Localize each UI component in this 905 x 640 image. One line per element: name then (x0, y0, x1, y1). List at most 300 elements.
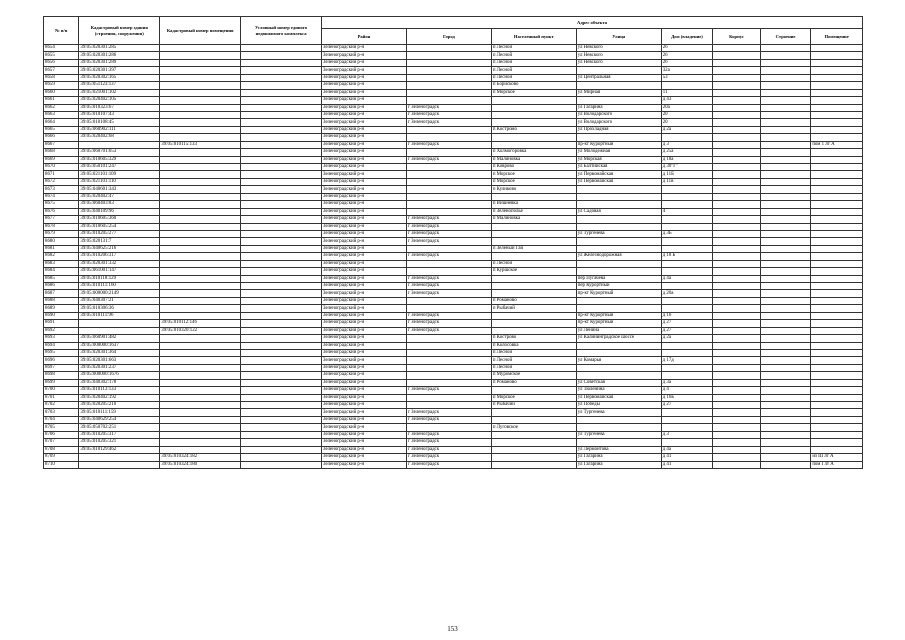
cell-city: г Зеленоградск (406, 439, 491, 446)
table-row (44, 216, 863, 223)
cell-settlement (491, 387, 576, 394)
cell-room (811, 126, 863, 133)
cell-room (811, 89, 863, 96)
cell-cad-building: 39:05:010205:321 (79, 439, 160, 446)
cell-cad-building: 39:05:060902:111 (79, 126, 160, 133)
cell-city (406, 201, 491, 208)
cell-house: д 16Б (661, 394, 713, 401)
cell-stroenie (760, 230, 811, 237)
cell-stroenie (760, 216, 811, 223)
cell-room (811, 104, 863, 111)
cell-num: 8699 (44, 379, 79, 386)
cell-street (576, 223, 661, 230)
cell-cad-room (160, 193, 241, 200)
cell-room: из III лт А (811, 454, 863, 461)
cell-cad-building: 39:05:000000:2149 (79, 290, 160, 297)
cell-street: ул Лермонтова (576, 446, 661, 453)
cell-settlement: п Рыбачий (491, 305, 576, 312)
cell-korpus (713, 104, 761, 111)
cell-district: Зеленоградский р-н (322, 297, 407, 304)
cell-stroenie (760, 97, 811, 104)
cell-stroenie (760, 379, 811, 386)
cell-street: ул Железнодорожная (576, 253, 661, 260)
cell-district: Зеленоградский р-н (322, 461, 407, 468)
cell-korpus (713, 431, 761, 438)
cell-num: 8674 (44, 193, 79, 200)
cell-num: 8686 (44, 283, 79, 290)
cell-korpus (713, 238, 761, 245)
cell-street: ул Володарского (576, 111, 661, 118)
cell-cad-building: 39:05:010111:159 (79, 409, 160, 416)
cell-city: г Зеленоградск (406, 223, 491, 230)
cell-stroenie (760, 349, 811, 356)
cell-stroenie (760, 424, 811, 431)
cell-stroenie (760, 283, 811, 290)
cell-korpus (713, 74, 761, 81)
cell-num: 8683 (44, 260, 79, 267)
cell-cond-num (241, 45, 322, 52)
cell-cad-room (160, 67, 241, 74)
cell-num: 8691 (44, 320, 79, 327)
cell-num: 8657 (44, 67, 79, 74)
table-row (44, 335, 863, 342)
cell-settlement: п Лесной (491, 74, 576, 81)
cell-room (811, 327, 863, 334)
cell-street (576, 238, 661, 245)
cell-num: 8702 (44, 402, 79, 409)
cell-district: Зеленоградский р-н (322, 89, 407, 96)
cell-cad-building (79, 320, 160, 327)
cell-house: д 11Б (661, 171, 713, 178)
table-row (44, 446, 863, 453)
cell-room (811, 223, 863, 230)
cell-cad-building: 39:05:010111:96 (79, 312, 160, 319)
cell-cad-room (160, 149, 241, 156)
cell-num: 8677 (44, 216, 79, 223)
cell-street (576, 297, 661, 304)
cell-cad-room (160, 379, 241, 386)
cell-room (811, 268, 863, 275)
cell-cond-num (241, 416, 322, 423)
cell-cond-num (241, 164, 322, 171)
cell-room (811, 357, 863, 364)
cell-korpus (713, 201, 761, 208)
cell-stroenie (760, 59, 811, 66)
cell-settlement: п Муромское (491, 372, 576, 379)
cell-house (661, 260, 713, 267)
cell-cond-num (241, 268, 322, 275)
cell-cad-room: 39:05:010324:180 (160, 461, 241, 468)
cell-room (811, 275, 863, 282)
cell-district: Зеленоградский р-н (322, 164, 407, 171)
cell-room (811, 342, 863, 349)
cell-district: Зеленоградский р-н (322, 119, 407, 126)
cell-street: ул Володарского (576, 119, 661, 126)
cell-cad-room (160, 305, 241, 312)
cell-house (661, 268, 713, 275)
cell-cad-building: 39:05:020402:105 (79, 97, 160, 104)
table-row (44, 424, 863, 431)
cell-room (811, 439, 863, 446)
cell-stroenie (760, 372, 811, 379)
cell-korpus (713, 171, 761, 178)
cell-cond-num (241, 305, 322, 312)
cell-city: г Зеленоградск (406, 216, 491, 223)
cell-cad-room (160, 349, 241, 356)
cell-cond-num (241, 119, 322, 126)
cell-street: ул Советская (576, 379, 661, 386)
cell-stroenie (760, 387, 811, 394)
cell-cad-room (160, 230, 241, 237)
cell-cond-num (241, 171, 322, 178)
cell-korpus (713, 297, 761, 304)
cell-korpus (713, 454, 761, 461)
cell-settlement: п Колосовка (491, 342, 576, 349)
cell-district: Зеленоградский р-н (322, 149, 407, 156)
cell-settlement: п Вишнёвка (491, 201, 576, 208)
cell-settlement (491, 193, 576, 200)
cell-street: ул Балтийская (576, 164, 661, 171)
cell-stroenie (760, 126, 811, 133)
cell-num: 8659 (44, 82, 79, 89)
cell-num: 8687 (44, 290, 79, 297)
col-cond-num-header: Условный номер единого недвижимого комплекса (241, 17, 322, 45)
cell-korpus (713, 364, 761, 371)
cell-cad-building: 39:05:020301:364 (79, 349, 160, 356)
cell-cad-room (160, 335, 241, 342)
cell-street: ул Невского (576, 59, 661, 66)
cell-korpus (713, 446, 761, 453)
col-room-header: Помещение (811, 29, 863, 45)
cell-cad-room (160, 372, 241, 379)
cell-house: 4 (661, 208, 713, 215)
table-row (44, 67, 863, 74)
cell-korpus (713, 141, 761, 148)
cell-num: 8684 (44, 268, 79, 275)
table-row (44, 297, 863, 304)
cell-city (406, 97, 491, 104)
cell-num: 8695 (44, 349, 79, 356)
cell-cad-building: 39:05:010113:133 (79, 387, 160, 394)
cell-cad-room (160, 223, 241, 230)
cell-stroenie (760, 461, 811, 468)
cell-house: д 41 (661, 461, 713, 468)
cell-stroenie (760, 238, 811, 245)
cell-street (576, 424, 661, 431)
cell-korpus (713, 245, 761, 252)
cell-num: 8692 (44, 327, 79, 334)
cell-street: ул Первомайская (576, 171, 661, 178)
table-row (44, 134, 863, 141)
cell-stroenie (760, 178, 811, 185)
cell-house (661, 439, 713, 446)
cell-house: д 27 (661, 402, 713, 409)
table-row (44, 372, 863, 379)
cell-house (661, 223, 713, 230)
table-row (44, 171, 863, 178)
cell-stroenie (760, 134, 811, 141)
cell-cad-building: 39:05:000000:1637 (79, 342, 160, 349)
cell-cad-building: 39:05:060901:482 (79, 335, 160, 342)
table-row (44, 193, 863, 200)
cell-room (811, 320, 863, 327)
cell-stroenie (760, 253, 811, 260)
cell-cond-num (241, 409, 322, 416)
cell-cad-room: 39:05:010115:133 (160, 141, 241, 148)
table-row (44, 402, 863, 409)
cell-settlement: п Борисково (491, 82, 576, 89)
cell-cond-num (241, 141, 322, 148)
cell-korpus (713, 312, 761, 319)
cell-street (576, 82, 661, 89)
cell-district: Зеленоградский р-н (322, 111, 407, 118)
cell-district: Зеленоградский р-н (322, 253, 407, 260)
cell-settlement (491, 104, 576, 111)
cell-room (811, 260, 863, 267)
table-row (44, 394, 863, 401)
cell-korpus (713, 409, 761, 416)
cell-korpus (713, 97, 761, 104)
cell-street (576, 372, 661, 379)
cell-district: Зеленоградский р-н (322, 59, 407, 66)
col-num-header: № п/п (44, 17, 79, 45)
cell-street: ул Мирная (576, 89, 661, 96)
cell-room (811, 387, 863, 394)
cell-num: 8669 (44, 156, 79, 163)
table-row (44, 97, 863, 104)
cell-city (406, 402, 491, 409)
cell-cad-building: 39:05:020402:192 (79, 394, 160, 401)
cell-room (811, 97, 863, 104)
cell-settlement: п Морское (491, 171, 576, 178)
cell-cad-room (160, 297, 241, 304)
cell-street (576, 97, 661, 104)
cell-num: 8681 (44, 245, 79, 252)
cell-cad-room (160, 126, 241, 133)
cell-cad-room (160, 439, 241, 446)
table-row (44, 349, 863, 356)
cell-num: 8676 (44, 208, 79, 215)
cell-house (661, 193, 713, 200)
cell-cad-building (79, 327, 160, 334)
cell-house: д 11в (661, 178, 713, 185)
cell-room (811, 297, 863, 304)
cell-settlement: п Холмогоровка (491, 149, 576, 156)
cell-cad-building: 39:05:010111:160 (79, 283, 160, 290)
cell-num: 8654 (44, 45, 79, 52)
cell-korpus (713, 416, 761, 423)
cell-cond-num (241, 126, 322, 133)
cell-city: г Зеленоградск (406, 283, 491, 290)
cell-cad-building: 39:05:010205:317 (79, 431, 160, 438)
cell-settlement (491, 283, 576, 290)
cell-korpus (713, 149, 761, 156)
cell-num: 8690 (44, 312, 79, 319)
table-row (44, 439, 863, 446)
cell-cond-num (241, 387, 322, 394)
cell-korpus (713, 260, 761, 267)
cell-district: Зеленоградский р-н (322, 186, 407, 193)
cell-settlement (491, 275, 576, 282)
cell-cond-num (241, 402, 322, 409)
cell-room (811, 446, 863, 453)
cell-cad-room (160, 186, 241, 193)
cell-num: 8710 (44, 461, 79, 468)
cell-city (406, 357, 491, 364)
cell-korpus (713, 52, 761, 59)
cell-city: г Зеленоградск (406, 141, 491, 148)
cell-stroenie (760, 439, 811, 446)
cell-room (811, 178, 863, 185)
cell-cad-building: 39:05:010108:45 (79, 119, 160, 126)
cell-street (576, 193, 661, 200)
cell-city (406, 208, 491, 215)
cell-settlement (491, 119, 576, 126)
cell-street: ул Ленина (576, 327, 661, 334)
cell-city: г Зеленоградск (406, 312, 491, 319)
cell-cad-building: 39:05:020402:47 (79, 193, 160, 200)
cell-room (811, 119, 863, 126)
cell-cond-num (241, 253, 322, 260)
cell-num: 8671 (44, 171, 79, 178)
table-row (44, 59, 863, 66)
cell-cad-building: 39:05:020301:332 (79, 260, 160, 267)
cell-cad-room (160, 201, 241, 208)
cell-stroenie (760, 320, 811, 327)
cell-street: ул Тургенева (576, 409, 661, 416)
cell-cad-room (160, 290, 241, 297)
cell-cad-room (160, 59, 241, 66)
cell-street: пр-кт Курортный (576, 141, 661, 148)
cell-room (811, 305, 863, 312)
cell-house: д 16 (661, 312, 713, 319)
cell-cond-num (241, 104, 322, 111)
table-row (44, 238, 863, 245)
cell-city (406, 52, 491, 59)
cell-street (576, 439, 661, 446)
cell-stroenie (760, 171, 811, 178)
cell-city (406, 305, 491, 312)
cell-room (811, 59, 863, 66)
cell-house: 53 (661, 74, 713, 81)
cell-city: г Зеленоградск (406, 454, 491, 461)
cell-num: 8660 (44, 89, 79, 96)
cell-house (661, 245, 713, 252)
cell-cad-building: 39:05:060403:83 (79, 201, 160, 208)
cell-korpus (713, 45, 761, 52)
cell-cond-num (241, 111, 322, 118)
cell-stroenie (760, 402, 811, 409)
cell-cad-room (160, 245, 241, 252)
cell-cond-num (241, 446, 322, 453)
table-row (44, 364, 863, 371)
cell-city (406, 349, 491, 356)
cell-street: ул Первомайская (576, 178, 661, 185)
cell-settlement: п Романово (491, 297, 576, 304)
cell-cad-building: 39:05:010129:462 (79, 446, 160, 453)
cell-korpus (713, 119, 761, 126)
cell-stroenie (760, 327, 811, 334)
cell-num: 8697 (44, 364, 79, 371)
cell-cad-building: 39:05:050101:247 (79, 164, 160, 171)
cell-city: г Зеленоградск (406, 409, 491, 416)
cell-house: д 18а (661, 156, 713, 163)
cell-city (406, 67, 491, 74)
cell-stroenie (760, 52, 811, 59)
cell-house (661, 372, 713, 379)
cell-street (576, 216, 661, 223)
table-row (44, 416, 863, 423)
cell-cad-room (160, 424, 241, 431)
cell-city (406, 178, 491, 185)
cell-num: 8666 (44, 134, 79, 141)
cell-korpus (713, 156, 761, 163)
cell-room (811, 193, 863, 200)
table-row (44, 290, 863, 297)
cell-city (406, 297, 491, 304)
cell-street: ул Тургенева (576, 230, 661, 237)
cell-street (576, 260, 661, 267)
cell-cad-room: 39:05:010320:122 (160, 327, 241, 334)
cell-house: д 4 (661, 387, 713, 394)
cell-cad-building: 39:05:021101:109 (79, 171, 160, 178)
cell-house: д 20а (661, 290, 713, 297)
cell-district: Зеленоградский р-н (322, 201, 407, 208)
cell-district: Зеленоградский р-н (322, 349, 407, 356)
cell-street: пр-кт Курортный (576, 312, 661, 319)
cell-room (811, 364, 863, 371)
table-row (44, 111, 863, 118)
cell-cad-room (160, 111, 241, 118)
cell-street (576, 134, 661, 141)
cell-cad-room (160, 416, 241, 423)
cell-stroenie (760, 275, 811, 282)
cell-stroenie (760, 335, 811, 342)
cell-cond-num (241, 320, 322, 327)
cell-num: 8672 (44, 178, 79, 185)
cell-cad-room (160, 134, 241, 141)
cell-cond-num (241, 312, 322, 319)
table-row (44, 45, 863, 52)
cell-settlement (491, 134, 576, 141)
cell-city: г Зеленоградск (406, 327, 491, 334)
cell-settlement (491, 327, 576, 334)
cell-house: д 3 (661, 431, 713, 438)
cell-house (661, 216, 713, 223)
cell-house (661, 424, 713, 431)
table-row (44, 253, 863, 260)
cell-korpus (713, 305, 761, 312)
cell-korpus (713, 208, 761, 215)
cell-house (661, 297, 713, 304)
cell-korpus (713, 357, 761, 364)
cell-house: 20 (661, 119, 713, 126)
col-stroenie-header: Строение (760, 29, 811, 45)
cell-cond-num (241, 230, 322, 237)
cell-house (661, 409, 713, 416)
table-row (44, 223, 863, 230)
cell-cad-building: 39:05:020301:289 (79, 59, 160, 66)
cell-num: 8694 (44, 342, 79, 349)
cell-korpus (713, 349, 761, 356)
cell-city: г Зеленоградск (406, 387, 491, 394)
col-district-header: Район (322, 29, 407, 45)
cell-room (811, 335, 863, 342)
cell-cond-num (241, 461, 322, 468)
cell-house (661, 201, 713, 208)
cell-city (406, 164, 491, 171)
table-row (44, 149, 863, 156)
